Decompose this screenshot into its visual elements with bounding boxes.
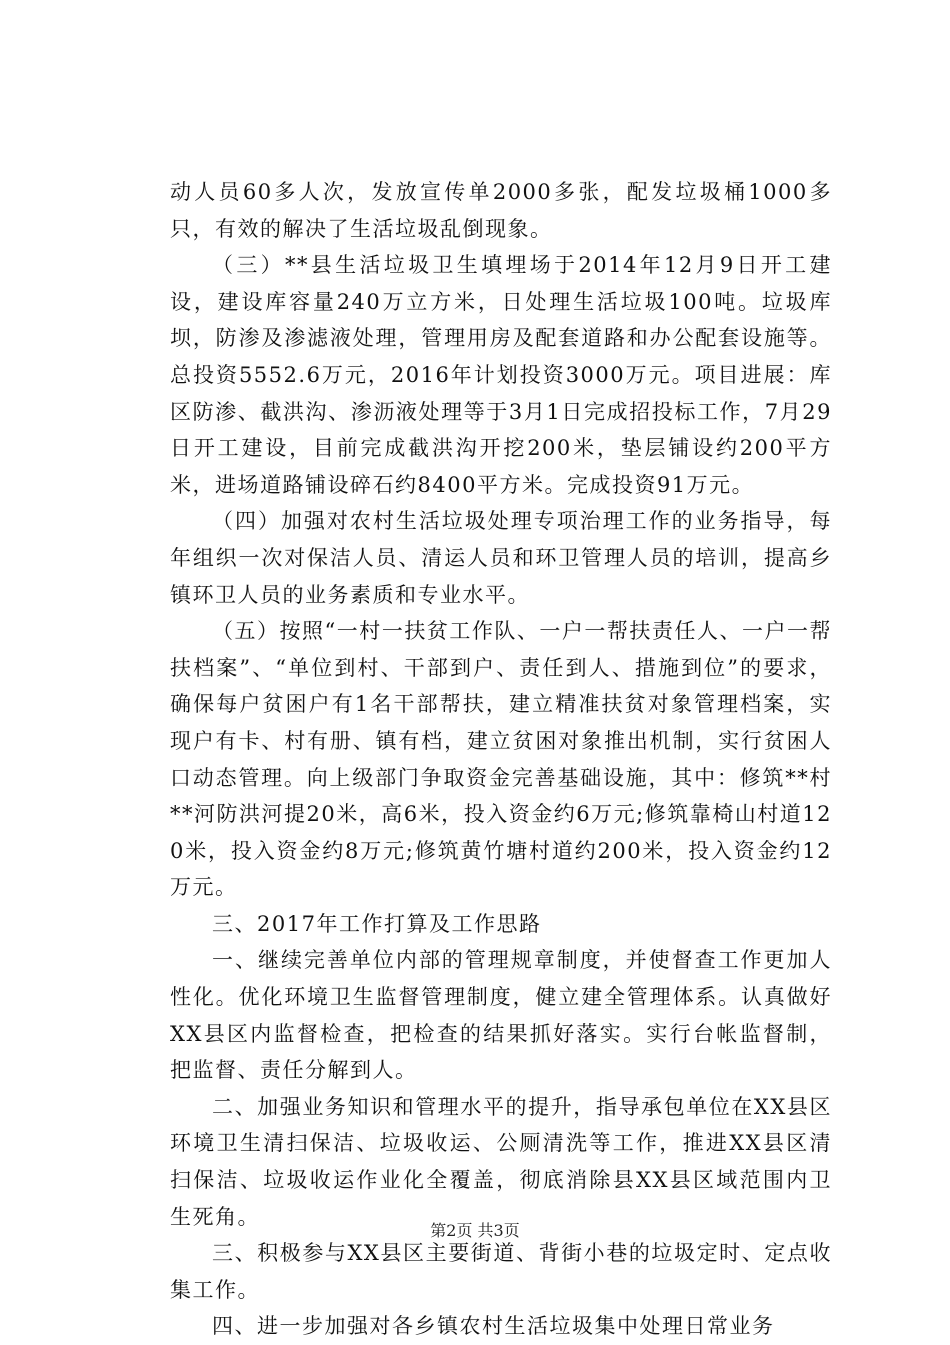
paragraph-3: （四）加强对农村生活垃圾处理专项治理工作的业务指导，每年组织一次对保洁人员、清运人员和环卫管理人员的培训，提高乡镇环卫人员的业务素质和专业水平。 bbox=[170, 509, 832, 607]
paragraph-6: 二、加强业务知识和管理水平的提升，指导承包单位在XX县区环境卫生清扫保洁、垃圾收运、公厕清洗等工作，推进XX县区清扫保洁、垃圾收运作业化全覆盖，彻底消除县XX县区域范围内卫生死角。 bbox=[170, 1094, 832, 1229]
paragraph-7: 三、积极参与XX县区主要街道、背街小巷的垃圾定时、定点收集工作。 bbox=[170, 1241, 832, 1302]
page-number-footer: 第2页 共3页 bbox=[430, 1221, 520, 1240]
paragraph-1: 动人员60多人次，发放宣传单2000多张，配发垃圾桶1000多只，有效的解决了生活垃圾乱倒现象。 bbox=[170, 180, 832, 241]
paragraph-5: 一、继续完善单位内部的管理规章制度，并使督查工作更加人性化。优化环境卫生监督管理制度，健立建全管理体系。认真做好XX县区内监督检查，把检查的结果抓好落实。实行台帐监督制，把监督、责任分解到人。 bbox=[170, 948, 832, 1083]
paragraph-8: 四、进一步加强对各乡镇农村生活垃圾集中处理日常业务 bbox=[212, 1314, 775, 1339]
document-body bbox=[170, 174, 832, 1345]
section-heading: 三、2017年工作打算及工作思路 bbox=[212, 911, 542, 936]
paragraph-4: （五）按照“一村一扶贫工作队、一户一帮扶责任人、一户一帮扶档案”、“单位到村、干部到户、责任到人、措施到位”的要求，确保每户贫困户有1名干部帮扶，建立精准扶贫对象管理档案，实现户有卡、村有册、镇有档，建立贫困对象推出机制，实行贫困人口动态管理。向上级部门争取资金完善基础设施，其中：修筑**村**河防洪河提20米，高6米，投入资金约6万元;修筑靠椅山村道120米，投入资金约8万元;修筑黄竹塘村道约200米，投入资金约12万元。 bbox=[170, 619, 832, 900]
paragraph-2: （三）**县生活垃圾卫生填埋场于2014年12月9日开工建设，建设库容量240万立方米，日处理生活垃圾100吨。垃圾库坝，防渗及渗滤液处理，管理用房及配套道路和办公配套设施等。总投资5552.6万元，2016年计划投资3000万元。项目进展：库区防渗、截洪沟、渗沥液处理等于3月1日完成招投标工作，7月29日开工建设，目前完成截洪沟开挖200米，垫层铺设约200平方米，进场道路铺设碎石约8400平方米。完成投资91万元。 bbox=[170, 253, 832, 497]
